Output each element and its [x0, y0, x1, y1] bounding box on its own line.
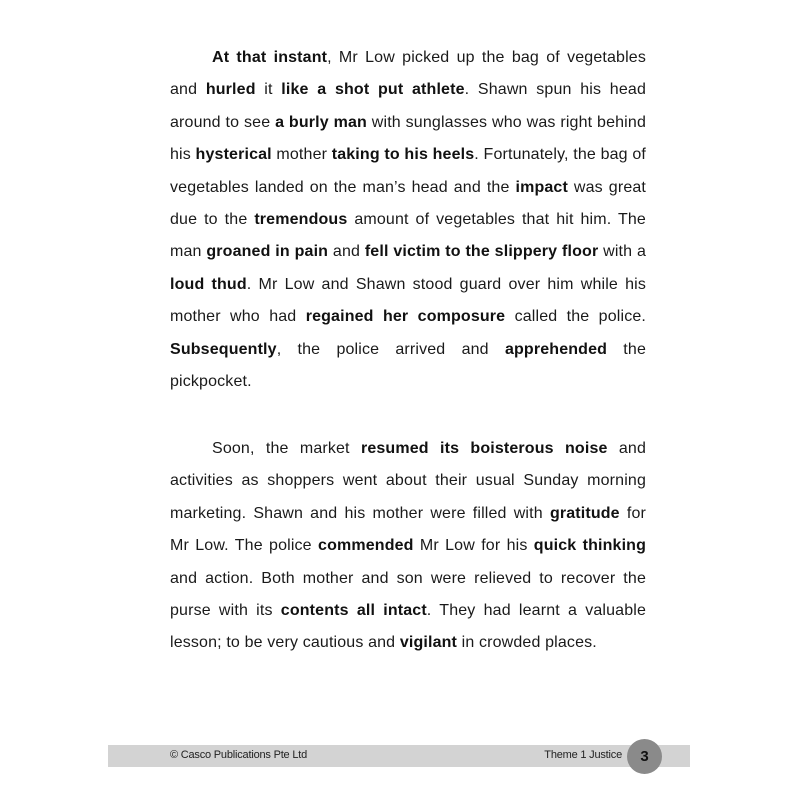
- text-run: , the police arrived and: [276, 340, 505, 358]
- bold-phrase: impact: [515, 178, 568, 196]
- bold-phrase: gratitude: [549, 504, 620, 522]
- text-run: with sunglasses who was right behind his: [170, 113, 646, 164]
- bold-phrase: vigilant: [399, 634, 458, 652]
- text-run: called the police.: [505, 308, 646, 326]
- footer-theme-label: Theme 1 Justice: [544, 749, 622, 761]
- text-run: the pickpocket.: [170, 340, 646, 391]
- text-run: Soon, the market: [212, 440, 361, 457]
- bold-phrase: groaned in pain: [206, 243, 329, 261]
- bold-phrase: regained her composure: [305, 308, 506, 326]
- text-run: for Mr Low. The police: [170, 504, 647, 555]
- text-run: was great due to the: [170, 178, 647, 229]
- bold-phrase: hurled: [205, 81, 256, 99]
- text-run: and: [328, 243, 365, 261]
- bold-phrase: quick thinking: [533, 537, 647, 555]
- bold-phrase: tremendous: [254, 211, 348, 229]
- text-run: mother: [271, 146, 332, 164]
- page-number-badge: [627, 739, 662, 774]
- bold-phrase: hysterical: [195, 146, 272, 164]
- text-run: , Mr Low picked up the bag of vegetables and: [170, 49, 647, 99]
- bold-phrase: fell victim to the slippery floor: [364, 243, 599, 261]
- text-run: amount of vegetables that hit him. The man: [170, 211, 646, 261]
- bold-phrase: Subsequently: [170, 340, 277, 358]
- bold-phrase: a burly man: [275, 113, 367, 131]
- text-run: Mr Low for his: [413, 537, 534, 555]
- bold-phrase: apprehended: [504, 340, 608, 358]
- text-run: . Fortunately, the bag of vegetables landed on the man’s head and the: [170, 146, 647, 196]
- text-run: with a: [598, 243, 646, 261]
- bold-phrase: resumed its boisterous noise: [360, 440, 608, 457]
- text-run: . Mr Low and Shawn stood guard over him while his mother who had: [170, 275, 646, 326]
- story-paragraph-1: [170, 42, 646, 398]
- text-run: it: [255, 81, 282, 99]
- bold-phrase: like a shot put athlete: [281, 81, 465, 99]
- bold-phrase: At that instant: [212, 49, 328, 66]
- bold-phrase: taking to his heels: [331, 146, 475, 164]
- bold-phrase: contents all intact: [280, 602, 427, 620]
- bold-phrase: commended: [318, 537, 414, 555]
- bold-phrase: loud thud: [170, 275, 247, 293]
- footer-copyright: © Casco Publications Pte Ltd: [170, 749, 308, 761]
- text-run: and activities as shoppers went about their usual Sunday morning marketing. Shawn and his mother were filled with: [170, 440, 646, 522]
- text-run: in crowded places.: [457, 634, 597, 652]
- story-paragraph-2: [170, 433, 646, 660]
- text-run: . Shawn spun his head around to see: [170, 81, 646, 131]
- page-number: 3: [640, 748, 649, 765]
- text-run: . They had learnt a valuable lesson; to be very cautious and: [170, 602, 647, 652]
- text-run: and action. Both mother and son were relieved to recover the purse with its: [170, 569, 646, 620]
